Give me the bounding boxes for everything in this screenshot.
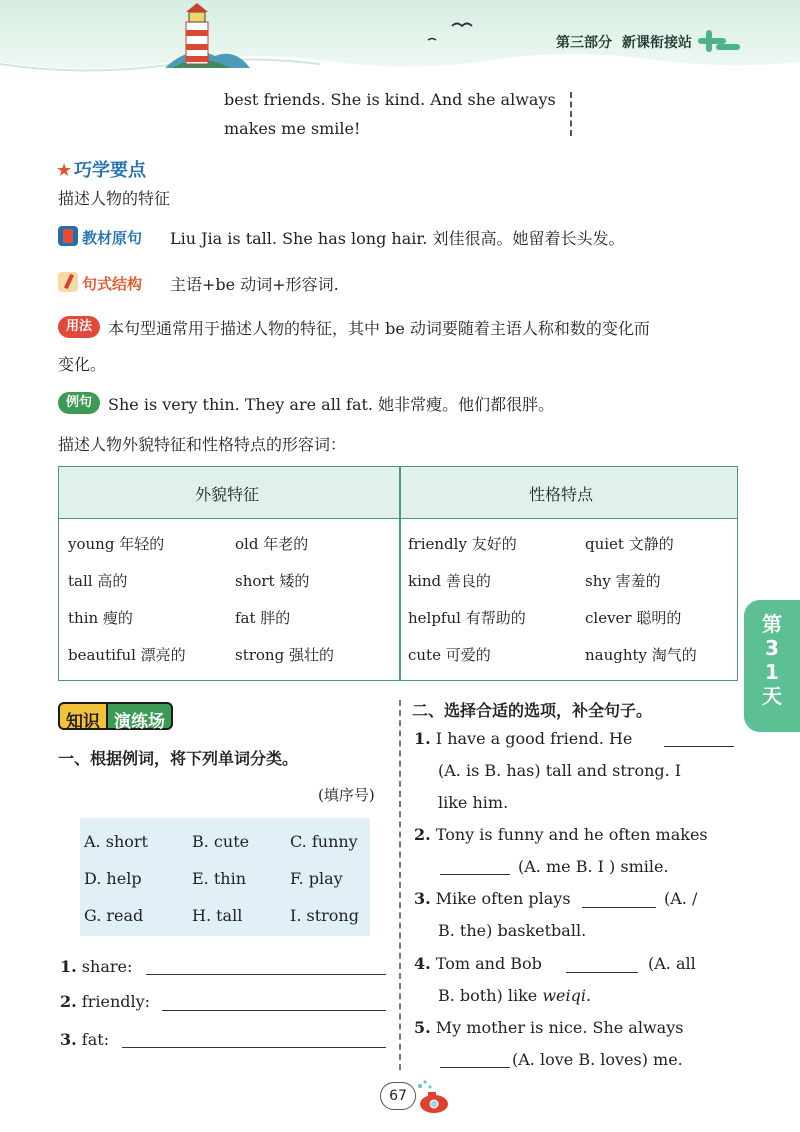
key-points-title: 巧学要点: [74, 160, 146, 181]
intro-line-1: best friends. She is kind. And she always: [224, 90, 556, 109]
question-1: 1. I have a good friend. He: [414, 729, 633, 748]
structure-label: 句式结构: [82, 275, 143, 293]
choice-item: G. read: [84, 906, 144, 925]
answer-blank[interactable]: [566, 972, 638, 973]
part1-note: (填序号): [318, 786, 375, 804]
intro-line-2: makes me smile!: [224, 119, 361, 138]
part1-item-1: 1. share:: [60, 957, 133, 976]
star-icon: ★: [56, 160, 73, 181]
answer-blank[interactable]: [664, 746, 734, 747]
page-number: 67: [380, 1082, 416, 1110]
answer-blank[interactable]: [122, 1047, 386, 1048]
table-header-appearance: 外貌特征: [195, 485, 260, 504]
key-points-subtitle: 描述人物的特征: [58, 189, 171, 208]
dashed-divider: [570, 92, 572, 136]
practice-badge-part2: 演练场: [106, 702, 173, 730]
choice-item: A. short: [84, 832, 148, 851]
choice-item: B. cute: [192, 832, 250, 851]
answer-blank[interactable]: [440, 874, 510, 875]
adjectives-intro: 描述人物外貌特征和性格特点的形容词：: [58, 435, 347, 454]
usage-line-2: 变化。: [58, 355, 107, 374]
practice-badge: [58, 702, 173, 730]
choice-item: D. help: [84, 869, 142, 888]
choice-box: [80, 818, 370, 936]
part1-title: 一、根据例词，将下列单词分类。: [58, 749, 299, 768]
choice-item: F. play: [290, 869, 343, 888]
part1-item-3: 3. fat:: [60, 1030, 110, 1049]
choice-item: E. thin: [192, 869, 247, 888]
question-2: 2. Tony is funny and he often makes: [414, 825, 708, 844]
table-cell: kind 善良的: [408, 572, 491, 590]
example-sentence: She is very thin. They are all fat. 她非常瘦。他们都很胖。: [108, 395, 555, 414]
table-cell: clever 聪明的: [585, 609, 682, 627]
table-cell: quiet 文静的: [585, 535, 674, 553]
table-cell: naughty 淘气的: [585, 646, 697, 664]
part2-title: 二、选择合适的选项，补全句子。: [412, 701, 653, 720]
table-header-personality: 性格特点: [529, 485, 594, 504]
lighthouse-icon: [186, 3, 208, 64]
table-cell: tall 高的: [68, 572, 128, 590]
table-cell: old 年老的: [235, 535, 309, 553]
question-1-line-2: (A. is B. has) tall and strong. I: [438, 761, 682, 780]
day-label: 第31天: [762, 612, 782, 708]
question-2-line-2: (A. me B. I ) smile.: [518, 857, 669, 876]
book-icon: [58, 226, 78, 246]
section-label: 第三部分: [556, 35, 612, 51]
choice-item: C. funny: [290, 832, 358, 851]
table-cell: thin 瘦的: [68, 609, 133, 627]
structure-text: 主语+be 动词+形容词.: [170, 275, 339, 294]
pencil-icon: [58, 272, 78, 292]
table-cell: fat 胖的: [235, 609, 291, 627]
table-cell: cute 可爱的: [408, 646, 491, 664]
table-cell: shy 害羞的: [585, 572, 661, 590]
table-cell: friendly 友好的: [408, 535, 517, 553]
usage-badge: 用法: [58, 316, 100, 338]
question-3: 3. Mike often plays: [414, 889, 571, 908]
question-3-options: (A. /: [664, 889, 698, 908]
example-badge: 例句: [58, 392, 100, 414]
table-cell: young 年轻的: [68, 535, 165, 553]
practice-badge-part1: 知识: [58, 702, 106, 730]
question-5-line-2: (A. love B. loves) me.: [512, 1050, 683, 1069]
choice-item: I. strong: [290, 906, 359, 925]
answer-blank[interactable]: [582, 907, 656, 908]
answer-blank[interactable]: [146, 974, 386, 975]
table-cell: helpful 有帮助的: [408, 609, 526, 627]
question-3-line-2: B. the) basketball.: [438, 921, 587, 940]
usage-line-1: 本句型通常用于描述人物的特征，其中 be 动词要随着主语人称和数的变化而: [108, 319, 650, 338]
column-divider: [399, 700, 401, 1070]
part1-item-2: 2. friendly:: [60, 992, 151, 1011]
table-cell: beautiful 漂亮的: [68, 646, 186, 664]
table-cell: short 矮的: [235, 572, 310, 590]
section-title: 新课衔接站: [622, 35, 692, 51]
question-5: 5. My mother is nice. She always: [414, 1018, 684, 1037]
answer-blank[interactable]: [162, 1010, 386, 1011]
adjective-table: [58, 466, 738, 681]
question-1-line-3: like him.: [438, 793, 509, 812]
answer-blank[interactable]: [440, 1067, 510, 1068]
question-4-options: (A. all: [648, 954, 696, 973]
question-4: 4. Tom and Bob: [414, 954, 542, 973]
textbook-label: 教材原句: [82, 229, 143, 247]
textbook-sentence: Liu Jia is tall. She has long hair. 刘佳很高。她留着长头发。: [170, 229, 625, 248]
table-cell: strong 强壮的: [235, 646, 334, 664]
question-4-line-2: B. both) like weiqi.: [438, 986, 592, 1005]
submarine-icon: [412, 1078, 452, 1118]
choice-item: H. tall: [192, 906, 243, 925]
